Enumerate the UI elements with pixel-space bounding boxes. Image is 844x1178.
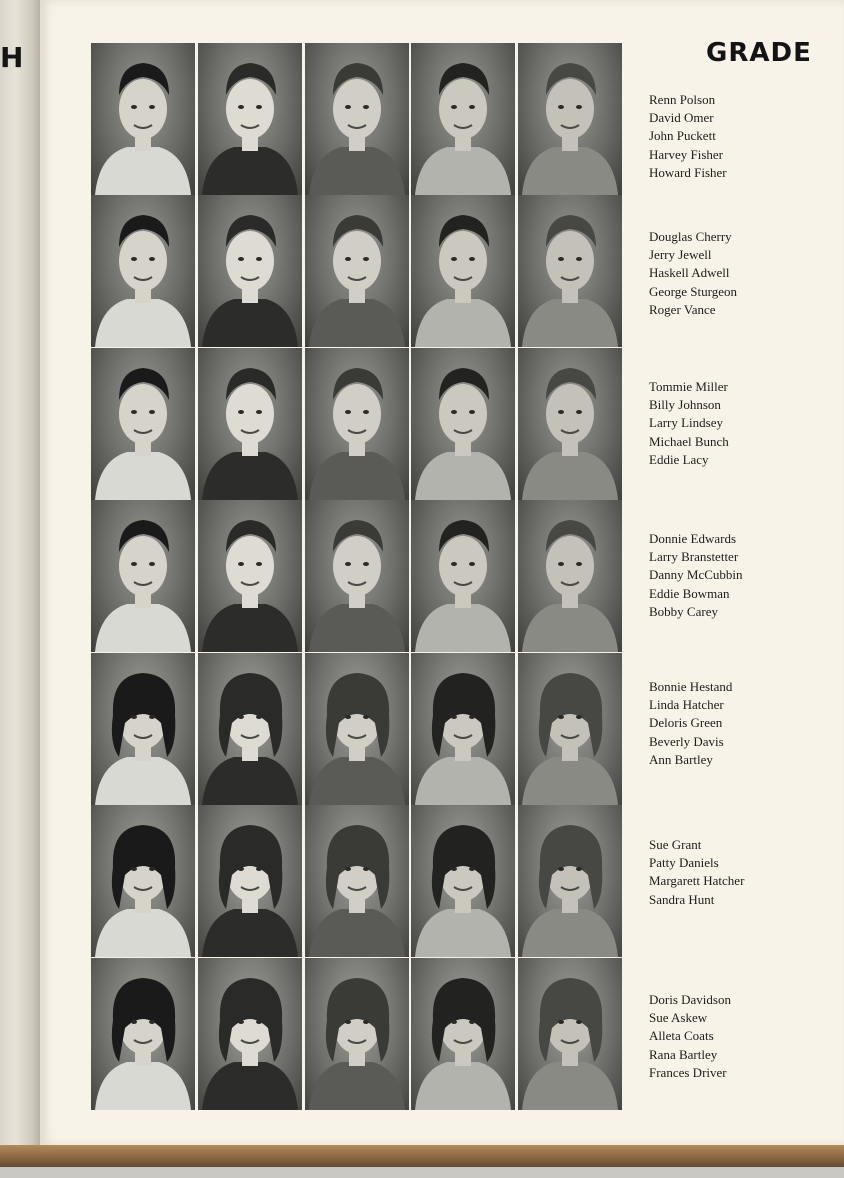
- student-name: Ann Bartley: [649, 751, 713, 767]
- student-portrait: [91, 805, 195, 957]
- student-portrait: [518, 805, 622, 957]
- student-name: Rana Bartley: [649, 1046, 718, 1062]
- student-name: Harvey Fisher: [649, 146, 724, 162]
- student-name: George Sturgeon: [649, 283, 737, 299]
- student-name: Larry Branstetter: [649, 549, 739, 565]
- student-portrait: [198, 348, 302, 500]
- student-portrait: [91, 653, 195, 805]
- photo-row: [91, 43, 624, 195]
- photo-row: [91, 805, 624, 957]
- student-portrait: [198, 43, 302, 195]
- student-name: Sue Askew: [649, 1010, 708, 1026]
- student-portrait: [198, 195, 302, 347]
- book-spine: [0, 0, 40, 1178]
- student-name: Sue Grant: [649, 837, 702, 852]
- student-name: Bonnie Hestand: [649, 679, 733, 694]
- student-portrait: [518, 653, 622, 805]
- student-portrait: [91, 43, 195, 195]
- name-list: [649, 678, 829, 769]
- student-name: Renn Polson: [649, 92, 716, 107]
- student-name: Doris Davidson: [649, 992, 731, 1007]
- student-name: Howard Fisher: [649, 164, 727, 180]
- name-list: [649, 836, 829, 909]
- student-name: Douglas Cherry: [649, 229, 732, 244]
- photo-row: [91, 195, 624, 347]
- student-name: Margarett Hatcher: [649, 873, 745, 889]
- page-title: GRADE: [706, 38, 812, 68]
- student-name: Haskell Adwell: [649, 265, 730, 281]
- student-portrait: [198, 805, 302, 957]
- student-portrait: [411, 500, 515, 652]
- student-portrait: [305, 195, 409, 347]
- student-name: Larry Lindsey: [649, 415, 724, 431]
- student-portrait: [305, 958, 409, 1110]
- student-portrait: [518, 958, 622, 1110]
- name-list: [649, 378, 829, 469]
- student-name: Beverly Davis: [649, 733, 724, 749]
- student-name: Frances Driver: [649, 1064, 727, 1080]
- photo-row: [91, 348, 624, 500]
- name-list: [649, 991, 829, 1082]
- student-portrait: [305, 500, 409, 652]
- name-list: [649, 91, 829, 182]
- student-portrait: [91, 348, 195, 500]
- student-name: Alleta Coats: [649, 1028, 714, 1044]
- student-portrait: [91, 500, 195, 652]
- student-name: Roger Vance: [649, 301, 716, 317]
- student-portrait: [91, 958, 195, 1110]
- student-name: Jerry Jewell: [649, 247, 712, 263]
- student-portrait: [411, 653, 515, 805]
- student-name: Sandra Hunt: [649, 891, 715, 907]
- name-list: [649, 530, 829, 621]
- student-name: Linda Hatcher: [649, 697, 724, 713]
- photo-row: [91, 500, 624, 652]
- student-portrait: [411, 348, 515, 500]
- student-portrait: [91, 195, 195, 347]
- student-name: Michael Bunch: [649, 433, 729, 449]
- student-name: John Puckett: [649, 128, 716, 144]
- student-portrait: [305, 805, 409, 957]
- student-name: Danny McCubbin: [649, 567, 743, 583]
- student-portrait: [518, 43, 622, 195]
- student-name: Billy Johnson: [649, 397, 721, 413]
- student-portrait: [411, 43, 515, 195]
- photo-grid: [91, 43, 624, 1112]
- previous-page-letter: H: [0, 41, 24, 74]
- student-name: Patty Daniels: [649, 855, 719, 871]
- student-portrait: [518, 500, 622, 652]
- book-edge: [0, 1145, 844, 1178]
- name-list: [649, 228, 829, 319]
- photo-row: [91, 653, 624, 805]
- student-name: Deloris Green: [649, 715, 723, 731]
- student-portrait: [411, 195, 515, 347]
- student-name: Eddie Bowman: [649, 585, 730, 601]
- student-portrait: [411, 805, 515, 957]
- student-portrait: [305, 653, 409, 805]
- photo-row: [91, 958, 624, 1110]
- student-portrait: [198, 653, 302, 805]
- student-name: David Omer: [649, 110, 714, 126]
- student-portrait: [198, 500, 302, 652]
- student-name: Tommie Miller: [649, 379, 728, 394]
- student-portrait: [305, 43, 409, 195]
- student-portrait: [518, 348, 622, 500]
- student-portrait: [198, 958, 302, 1110]
- student-name: Bobby Carey: [649, 603, 718, 619]
- student-portrait: [305, 348, 409, 500]
- student-name: Eddie Lacy: [649, 451, 709, 467]
- student-name: Donnie Edwards: [649, 531, 737, 546]
- student-portrait: [518, 195, 622, 347]
- student-portrait: [411, 958, 515, 1110]
